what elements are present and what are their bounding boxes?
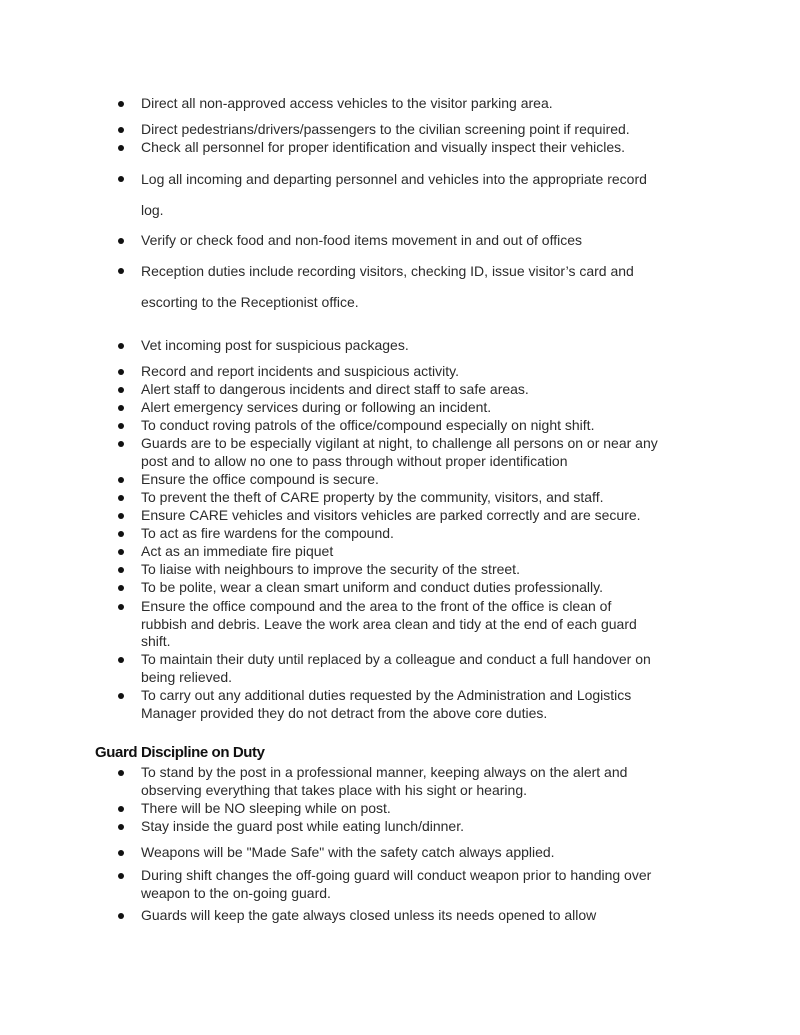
duty-item: To prevent the theft of CARE property by the community, visitors, and staff. (141, 489, 661, 507)
duty-item: Ensure the office compound and the area to the front of the office is clean of rubbish and debris. Leave the work area clean and tidy at the end of each guard shift. (141, 598, 661, 651)
discipline-item: To stand by the post in a professional manner, keeping always on the alert and observing everything that takes place with his sight or hearing. (141, 764, 661, 799)
duty-item: To maintain their duty until replaced by a colleague and conduct a full handover on being relieved. (141, 651, 661, 686)
duty-item: Ensure CARE vehicles and visitors vehicles are parked correctly and are secure. (141, 507, 661, 525)
duty-item: To be polite, wear a clean smart uniform and conduct duties professionally. (141, 579, 661, 597)
duty-item: Verify or check food and non-food items movement in and out of offices (141, 232, 661, 250)
duty-item: To carry out any additional duties requested by the Administration and Logistics Manager provided they do not detract from the above core duties. (141, 687, 661, 722)
duty-item: To conduct roving patrols of the office/compound especially on night shift. (141, 417, 661, 435)
duty-item: Alert staff to dangerous incidents and direct staff to safe areas. (141, 381, 661, 399)
discipline-item: There will be NO sleeping while on post. (141, 800, 661, 818)
duty-item: Log all incoming and departing personnel and vehicles into the appropriate record log. (141, 164, 661, 226)
duty-item: To liaise with neighbours to improve the security of the street. (141, 561, 661, 579)
discipline-item: Guards will keep the gate always closed unless its needs opened to allow (141, 907, 661, 925)
duty-item: Act as an immediate fire piquet (141, 543, 661, 561)
section-heading: Guard Discipline on Duty (95, 744, 265, 761)
duty-item: Reception duties include recording visitors, checking ID, issue visitor’s card and escorting to the Receptionist office. (141, 256, 661, 318)
duty-item: Vet incoming post for suspicious packages. (141, 337, 661, 355)
duty-item: Alert emergency services during or following an incident. (141, 399, 661, 417)
duty-item: Guards are to be especially vigilant at night, to challenge all persons on or near any post and to allow no one to pass through without proper identification (141, 435, 661, 470)
discipline-item: Weapons will be "Made Safe" with the safety catch always applied. (141, 844, 661, 862)
duty-item: To act as fire wardens for the compound. (141, 525, 661, 543)
discipline-item: Stay inside the guard post while eating lunch/dinner. (141, 818, 661, 836)
duty-item: Direct all non-approved access vehicles to the visitor parking area. (141, 95, 661, 113)
duty-item: Check all personnel for proper identification and visually inspect their vehicles. (141, 139, 661, 157)
duty-item: Record and report incidents and suspicious activity. (141, 363, 661, 381)
duty-item: Ensure the office compound is secure. (141, 471, 661, 489)
discipline-item: During shift changes the off-going guard will conduct weapon prior to handing over weapon to the on-going guard. (141, 867, 661, 902)
duty-item: Direct pedestrians/drivers/passengers to the civilian screening point if required. (141, 121, 661, 139)
